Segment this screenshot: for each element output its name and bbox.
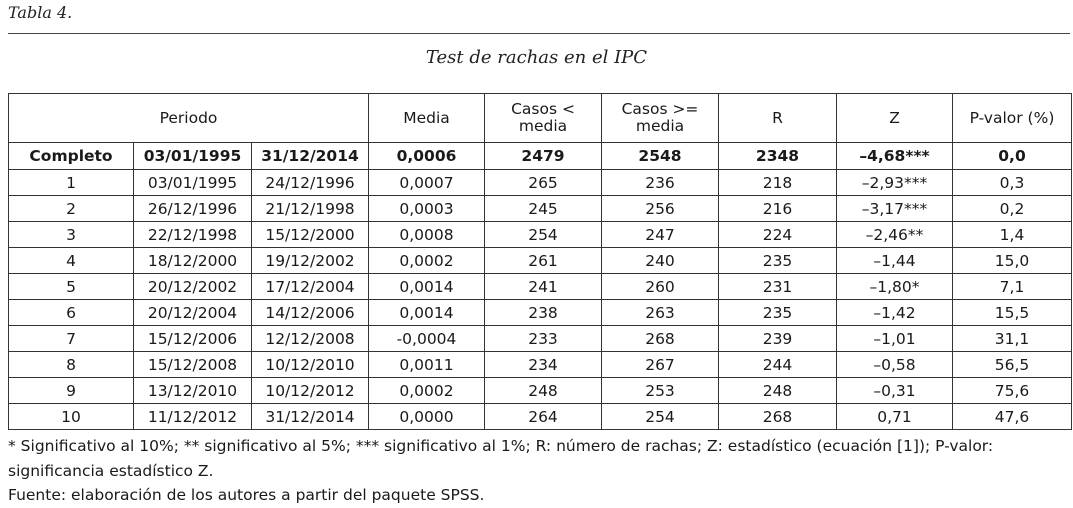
cell-media: 0,0002 — [369, 378, 485, 404]
cell-z: 0,71 — [837, 404, 953, 430]
cell-media: 0,0007 — [369, 170, 485, 196]
cell-r: 224 — [719, 222, 837, 248]
cell-casos-menor: 238 — [485, 300, 602, 326]
cell-pvalor: 75,6 — [953, 378, 1072, 404]
cell-period-id: 10 — [9, 404, 134, 430]
table-row — [9, 170, 1072, 196]
cell-period-id: 7 — [9, 326, 134, 352]
cell-pvalor: 15,5 — [953, 300, 1072, 326]
cell-z: –0,58 — [837, 352, 953, 378]
table-row — [9, 300, 1072, 326]
cell-date-to: 17/12/2004 — [252, 274, 369, 300]
table-row — [9, 326, 1072, 352]
cell-casos-menor: 254 — [485, 222, 602, 248]
cell-period-id: 8 — [9, 352, 134, 378]
cell-date-from: 13/12/2010 — [134, 378, 252, 404]
header-media: Media — [369, 94, 485, 143]
cell-pvalor: 31,1 — [953, 326, 1072, 352]
cell-casos-mayor: 260 — [602, 274, 719, 300]
table-row — [9, 352, 1072, 378]
cell-pvalor: 0,2 — [953, 196, 1072, 222]
cell-z: –3,17*** — [837, 196, 953, 222]
cell-period-id: 3 — [9, 222, 134, 248]
table-row-completo — [9, 143, 1072, 170]
cell-casos-mayor: 240 — [602, 248, 719, 274]
cell-z: –2,46** — [837, 222, 953, 248]
table-row — [9, 196, 1072, 222]
cell-casos-menor: 264 — [485, 404, 602, 430]
cell-date-from: 26/12/1996 — [134, 196, 252, 222]
cell-period-id: Completo — [9, 143, 134, 170]
cell-date-to: 15/12/2000 — [252, 222, 369, 248]
cell-r: 2348 — [719, 143, 837, 170]
header-row — [9, 94, 1072, 143]
cell-date-from: 18/12/2000 — [134, 248, 252, 274]
cell-casos-menor: 2479 — [485, 143, 602, 170]
cell-date-to: 12/12/2008 — [252, 326, 369, 352]
cell-casos-menor: 261 — [485, 248, 602, 274]
cell-r: 218 — [719, 170, 837, 196]
table-notes — [8, 434, 1070, 508]
cell-z: –1,01 — [837, 326, 953, 352]
note-source: Fuente: elaboración de los autores a partir del paquete SPSS. — [8, 486, 485, 504]
cell-date-from: 03/01/1995 — [134, 170, 252, 196]
table-row — [9, 222, 1072, 248]
cell-media: 0,0014 — [369, 274, 485, 300]
cell-pvalor: 0,3 — [953, 170, 1072, 196]
cell-r: 239 — [719, 326, 837, 352]
cell-date-from: 20/12/2004 — [134, 300, 252, 326]
header-casos-mayor-line2: media — [635, 117, 685, 135]
cell-media: -0,0004 — [369, 326, 485, 352]
table-row — [9, 274, 1072, 300]
cell-casos-mayor: 254 — [602, 404, 719, 430]
cell-date-to: 10/12/2012 — [252, 378, 369, 404]
cell-date-to: 31/12/2014 — [252, 143, 369, 170]
note-significance-cont: significancia estadístico Z. — [8, 461, 214, 480]
cell-casos-mayor: 268 — [602, 326, 719, 352]
header-pvalor: P-valor (%) — [953, 94, 1072, 143]
cell-z: –1,44 — [837, 248, 953, 274]
cell-z: –1,80* — [837, 274, 953, 300]
header-casos-mayor — [602, 94, 719, 143]
cell-date-from: 22/12/1998 — [134, 222, 252, 248]
cell-date-from: 15/12/2006 — [134, 326, 252, 352]
cell-casos-menor: 265 — [485, 170, 602, 196]
cell-date-to: 19/12/2002 — [252, 248, 369, 274]
cell-date-to: 10/12/2010 — [252, 352, 369, 378]
table-label: Tabla 4. — [8, 3, 73, 22]
cell-pvalor: 56,5 — [953, 352, 1072, 378]
table-row — [9, 404, 1072, 430]
header-casos-menor — [485, 94, 602, 143]
table-row — [9, 378, 1072, 404]
cell-casos-mayor: 2548 — [602, 143, 719, 170]
cell-media: 0,0002 — [369, 248, 485, 274]
cell-media: 0,0011 — [369, 352, 485, 378]
cell-media: 0,0003 — [369, 196, 485, 222]
cell-casos-mayor: 247 — [602, 222, 719, 248]
header-r: R — [719, 94, 837, 143]
table-title: Test de rachas en el IPC — [425, 47, 648, 68]
note-significance: * Significativo al 10%; ** significativo al 5%; *** significativo al 1%; R: número de rachas; Z: estadístico (ecuación [1]); P-valor: — [8, 437, 994, 455]
cell-period-id: 5 — [9, 274, 134, 300]
cell-date-to: 21/12/1998 — [252, 196, 369, 222]
cell-r: 244 — [719, 352, 837, 378]
cell-r: 235 — [719, 300, 837, 326]
cell-period-id: 6 — [9, 300, 134, 326]
cell-media: 0,0000 — [369, 404, 485, 430]
cell-pvalor: 47,6 — [953, 404, 1072, 430]
header-casos-menor-line2: media — [518, 117, 568, 135]
cell-period-id: 9 — [9, 378, 134, 404]
cell-period-id: 2 — [9, 196, 134, 222]
cell-casos-mayor: 263 — [602, 300, 719, 326]
cell-pvalor: 7,1 — [953, 274, 1072, 300]
cell-casos-menor: 234 — [485, 352, 602, 378]
cell-date-to: 14/12/2006 — [252, 300, 369, 326]
cell-z: –2,93*** — [837, 170, 953, 196]
cell-casos-menor: 241 — [485, 274, 602, 300]
cell-media: 0,0014 — [369, 300, 485, 326]
cell-date-from: 15/12/2008 — [134, 352, 252, 378]
cell-period-id: 1 — [9, 170, 134, 196]
cell-r: 216 — [719, 196, 837, 222]
cell-r: 235 — [719, 248, 837, 274]
cell-pvalor: 0,0 — [953, 143, 1072, 170]
header-z: Z — [837, 94, 953, 143]
top-rule — [8, 33, 1070, 34]
cell-period-id: 4 — [9, 248, 134, 274]
cell-casos-menor: 245 — [485, 196, 602, 222]
cell-r: 268 — [719, 404, 837, 430]
header-casos-mayor-line1: Casos >= — [621, 100, 699, 118]
cell-media: 0,0008 — [369, 222, 485, 248]
cell-casos-mayor: 253 — [602, 378, 719, 404]
cell-z: –0,31 — [837, 378, 953, 404]
runs-test-table — [8, 93, 1072, 430]
cell-z: –4,68*** — [837, 143, 953, 170]
cell-date-from: 20/12/2002 — [134, 274, 252, 300]
cell-r: 231 — [719, 274, 837, 300]
cell-casos-mayor: 267 — [602, 352, 719, 378]
cell-casos-menor: 248 — [485, 378, 602, 404]
cell-casos-menor: 233 — [485, 326, 602, 352]
table-body — [9, 143, 1072, 430]
header-casos-menor-line1: Casos < — [511, 100, 575, 118]
cell-z: –1,42 — [837, 300, 953, 326]
cell-media: 0,0006 — [369, 143, 485, 170]
cell-date-to: 24/12/1996 — [252, 170, 369, 196]
table-row — [9, 248, 1072, 274]
cell-casos-mayor: 236 — [602, 170, 719, 196]
cell-casos-mayor: 256 — [602, 196, 719, 222]
cell-pvalor: 15,0 — [953, 248, 1072, 274]
cell-pvalor: 1,4 — [953, 222, 1072, 248]
cell-date-to: 31/12/2014 — [252, 404, 369, 430]
header-periodo: Periodo — [9, 94, 369, 143]
cell-date-from: 03/01/1995 — [134, 143, 252, 170]
cell-date-from: 11/12/2012 — [134, 404, 252, 430]
cell-r: 248 — [719, 378, 837, 404]
